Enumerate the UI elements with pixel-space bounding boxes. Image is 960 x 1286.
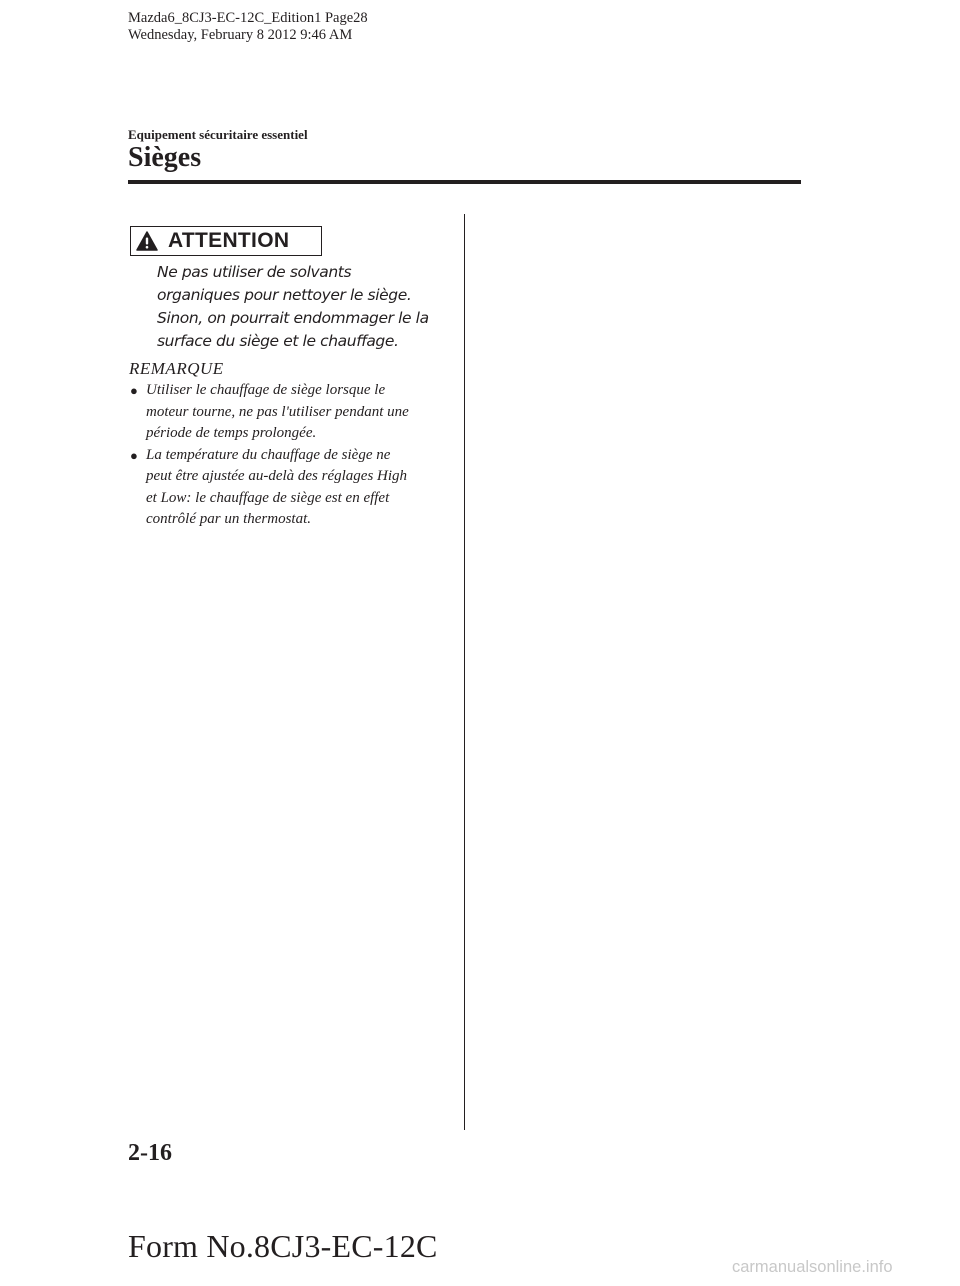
watermark: carmanualsonline.info <box>732 1258 893 1276</box>
note-line: moteur tourne, ne pas l'utiliser pendant une <box>146 403 409 420</box>
warning-triangle-icon <box>136 231 158 251</box>
print-header <box>128 10 368 44</box>
note-line: Utiliser le chauffage de siège lorsque le <box>146 382 386 398</box>
note-heading: REMARQUE <box>129 359 224 378</box>
note-line: La température du chauffage de siège ne <box>146 446 391 463</box>
attention-line: surface du siège et le chauffage. <box>157 332 399 350</box>
note-list <box>128 380 448 531</box>
column-divider <box>464 214 465 1130</box>
title-rule <box>128 180 801 184</box>
attention-title: ATTENTION <box>168 229 290 252</box>
note-line: peut être ajustée au-delà des réglages High <box>146 468 408 484</box>
note-line: période de temps prolongée. <box>146 425 317 441</box>
attention-line: Sinon, on pourrait endommager le la <box>157 309 429 327</box>
form-number: Form No.8CJ3-EC-12C <box>128 1228 438 1264</box>
note-item <box>128 445 448 531</box>
attention-box <box>130 226 322 256</box>
bullet-icon: ● <box>130 383 138 398</box>
bullet-icon: ● <box>130 447 138 463</box>
note-line: contrôlé par un thermostat. <box>146 511 311 527</box>
print-header-date: Wednesday, February 8 2012 9:46 AM <box>128 27 353 43</box>
note-item <box>128 380 448 445</box>
print-header-file: Mazda6_8CJ3-EC-12C_Edition1 Page28 <box>128 10 368 26</box>
note-line: et Low: le chauffage de siège est en effet <box>146 489 390 506</box>
section-label: Equipement sécuritaire essentiel <box>128 127 308 142</box>
attention-line: Ne pas utiliser de solvants <box>157 263 352 281</box>
page-title: Sièges <box>128 142 202 173</box>
page-number: 2-16 <box>128 1140 172 1166</box>
attention-line: organiques pour nettoyer le siège. <box>157 286 412 304</box>
attention-text <box>157 261 457 353</box>
